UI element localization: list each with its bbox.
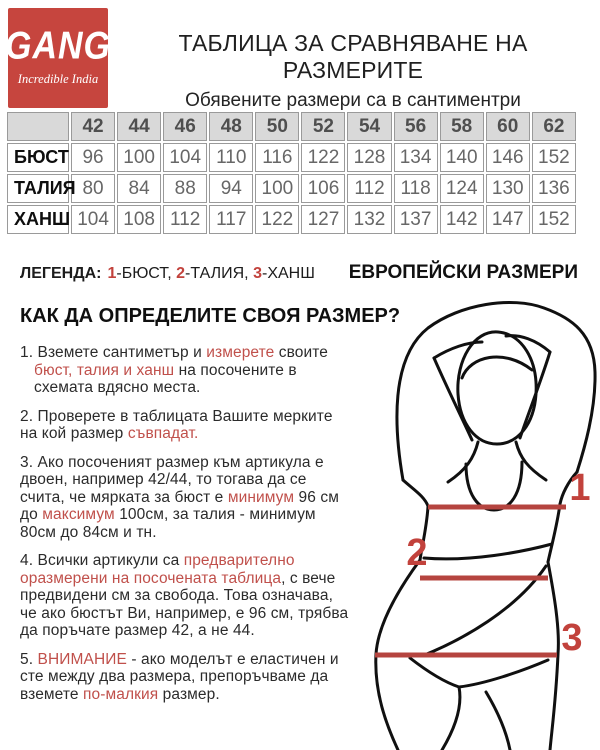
size-value-cell: 122 [301, 143, 345, 172]
size-header-cell: 50 [255, 112, 299, 141]
legend-item-text: -БЮСТ, [116, 265, 177, 282]
step-highlight: предварително оразмерени на посочената таблица [20, 552, 295, 587]
size-value-cell: 127 [301, 205, 345, 234]
brand-name: GANG [5, 24, 111, 68]
size-value-cell: 116 [255, 143, 299, 172]
guide-step [20, 408, 352, 443]
size-header-cell: 54 [347, 112, 391, 141]
size-value-cell: 146 [486, 143, 530, 172]
waist-marker: 2 [406, 532, 428, 574]
size-value-cell: 108 [117, 205, 161, 234]
step-text: размер. [158, 685, 220, 703]
measurement-label-cell: ТАЛИЯ [7, 174, 69, 203]
guide-heading: КАК ДА ОПРЕДЕЛИТЕ СВОЯ РАЗМЕР? [20, 305, 401, 327]
size-value-cell: 80 [71, 174, 115, 203]
legend-label: ЛЕГЕНДА: [20, 265, 102, 282]
size-value-cell: 128 [347, 143, 391, 172]
size-header-cell: 46 [163, 112, 207, 141]
size-header-cell: 48 [209, 112, 253, 141]
size-table-row [7, 174, 576, 203]
size-value-cell: 96 [71, 143, 115, 172]
legend-item-number: 3 [253, 265, 262, 282]
size-value-cell: 84 [117, 174, 161, 203]
measurement-label-cell: БЮСТ [7, 143, 69, 172]
guide-step [20, 454, 352, 542]
size-value-cell: 118 [394, 174, 438, 203]
size-value-cell: 112 [163, 205, 207, 234]
size-value-cell: 110 [209, 143, 253, 172]
size-header-cell: 42 [71, 112, 115, 141]
legend-item-number: 1 [107, 265, 117, 282]
step-text: 2. Проверете в таблицата Вашите мерките на кой размер [20, 407, 333, 442]
measurement-label-cell: ХАНШ [7, 205, 69, 234]
step-highlight: съвпадат. [127, 425, 199, 442]
page-title: ТАБЛИЦА ЗА СРАВНЯВАНЕ НА РАЗМЕРИТЕ [178, 30, 528, 83]
size-table [5, 110, 578, 236]
legend-row [20, 262, 578, 284]
size-value-cell: 94 [209, 174, 253, 203]
step-text: 4. Всички артикули са [20, 552, 184, 569]
size-value-cell: 100 [117, 143, 161, 172]
measurement-figure [370, 298, 600, 750]
size-value-cell: 112 [347, 174, 391, 203]
bust-marker: 1 [569, 467, 591, 509]
step-highlight: бюст, талия и ханш [34, 361, 175, 379]
size-value-cell: 136 [532, 174, 576, 203]
step-text: 100см, за талия - минимум 80см до 84см и тн. [20, 506, 316, 541]
size-table-body [7, 143, 576, 234]
guide-step [20, 552, 352, 640]
size-value-cell: 104 [163, 143, 207, 172]
european-sizes-title: ЕВРОПЕЙСКИ РАЗМЕРИ [348, 262, 578, 283]
legend-item-text: -ХАНШ [261, 265, 315, 282]
size-value-cell: 122 [255, 205, 299, 234]
woman-outline-illustration [370, 298, 600, 750]
legend-item-number: 2 [176, 265, 186, 282]
size-value-cell: 142 [440, 205, 484, 234]
size-value-cell: 130 [486, 174, 530, 203]
legend-items [107, 265, 314, 282]
size-value-cell: 137 [394, 205, 438, 234]
step-text: 5. [20, 650, 38, 668]
step-text: на посочените в схемата вдясно места. [34, 361, 297, 396]
step-text: своите [274, 344, 329, 361]
step-text: 3. Ако посоченият размер към артикула е двоен, например 42/44, то тогава да се счита, че мярката за бюст е [20, 453, 324, 506]
legend [20, 265, 315, 283]
legend-item-text: -ТАЛИЯ, [185, 265, 254, 282]
step-highlight: минимум [227, 488, 295, 506]
size-table-row [7, 205, 576, 234]
step-highlight: максимум [42, 506, 115, 523]
brand-tagline: Incredible India [17, 72, 99, 86]
size-value-cell: 140 [440, 143, 484, 172]
step-highlight: измерете [206, 344, 275, 361]
size-value-cell: 132 [347, 205, 391, 234]
size-header-cell: 58 [440, 112, 484, 141]
size-corner-cell [7, 112, 69, 141]
size-header-cell: 44 [117, 112, 161, 141]
size-value-cell: 117 [209, 205, 253, 234]
size-header-cell: 60 [486, 112, 530, 141]
size-header-cell: 56 [394, 112, 438, 141]
step-text: 1. Вземете сантиметър и [20, 344, 207, 361]
size-header-row [7, 112, 576, 141]
page-header [108, 30, 598, 112]
size-header-cell: 62 [532, 112, 576, 141]
size-value-cell: 134 [394, 143, 438, 172]
step-highlight: ВНИМАНИЕ [37, 650, 127, 668]
size-table-row [7, 143, 576, 172]
size-value-cell: 124 [440, 174, 484, 203]
hips-marker: 3 [561, 617, 583, 659]
page-subtitle: Обявените размери са в сантиментри [185, 90, 521, 111]
size-value-cell: 104 [71, 205, 115, 234]
guide-step [20, 651, 352, 704]
size-value-cell: 100 [255, 174, 299, 203]
step-text: 96 см до [20, 488, 339, 523]
step-text: , с вече предвидени см за свобода. Това означава, че ако бюстът Ви, например, е 96 см, трябва да поръчате размер 42, а не 44. [20, 569, 349, 639]
size-value-cell: 147 [486, 205, 530, 234]
size-header-cell: 52 [301, 112, 345, 141]
size-value-cell: 88 [163, 174, 207, 203]
step-text: - ако моделът е еластичен и сте между два размера, препоръчваме да вземете [20, 650, 339, 703]
size-value-cell: 106 [301, 174, 345, 203]
size-value-cell: 152 [532, 205, 576, 234]
brand-logo [5, 8, 111, 108]
guide-step [20, 344, 352, 397]
step-highlight: по-малкия [83, 685, 159, 703]
size-value-cell: 152 [532, 143, 576, 172]
guide-steps [20, 344, 352, 714]
